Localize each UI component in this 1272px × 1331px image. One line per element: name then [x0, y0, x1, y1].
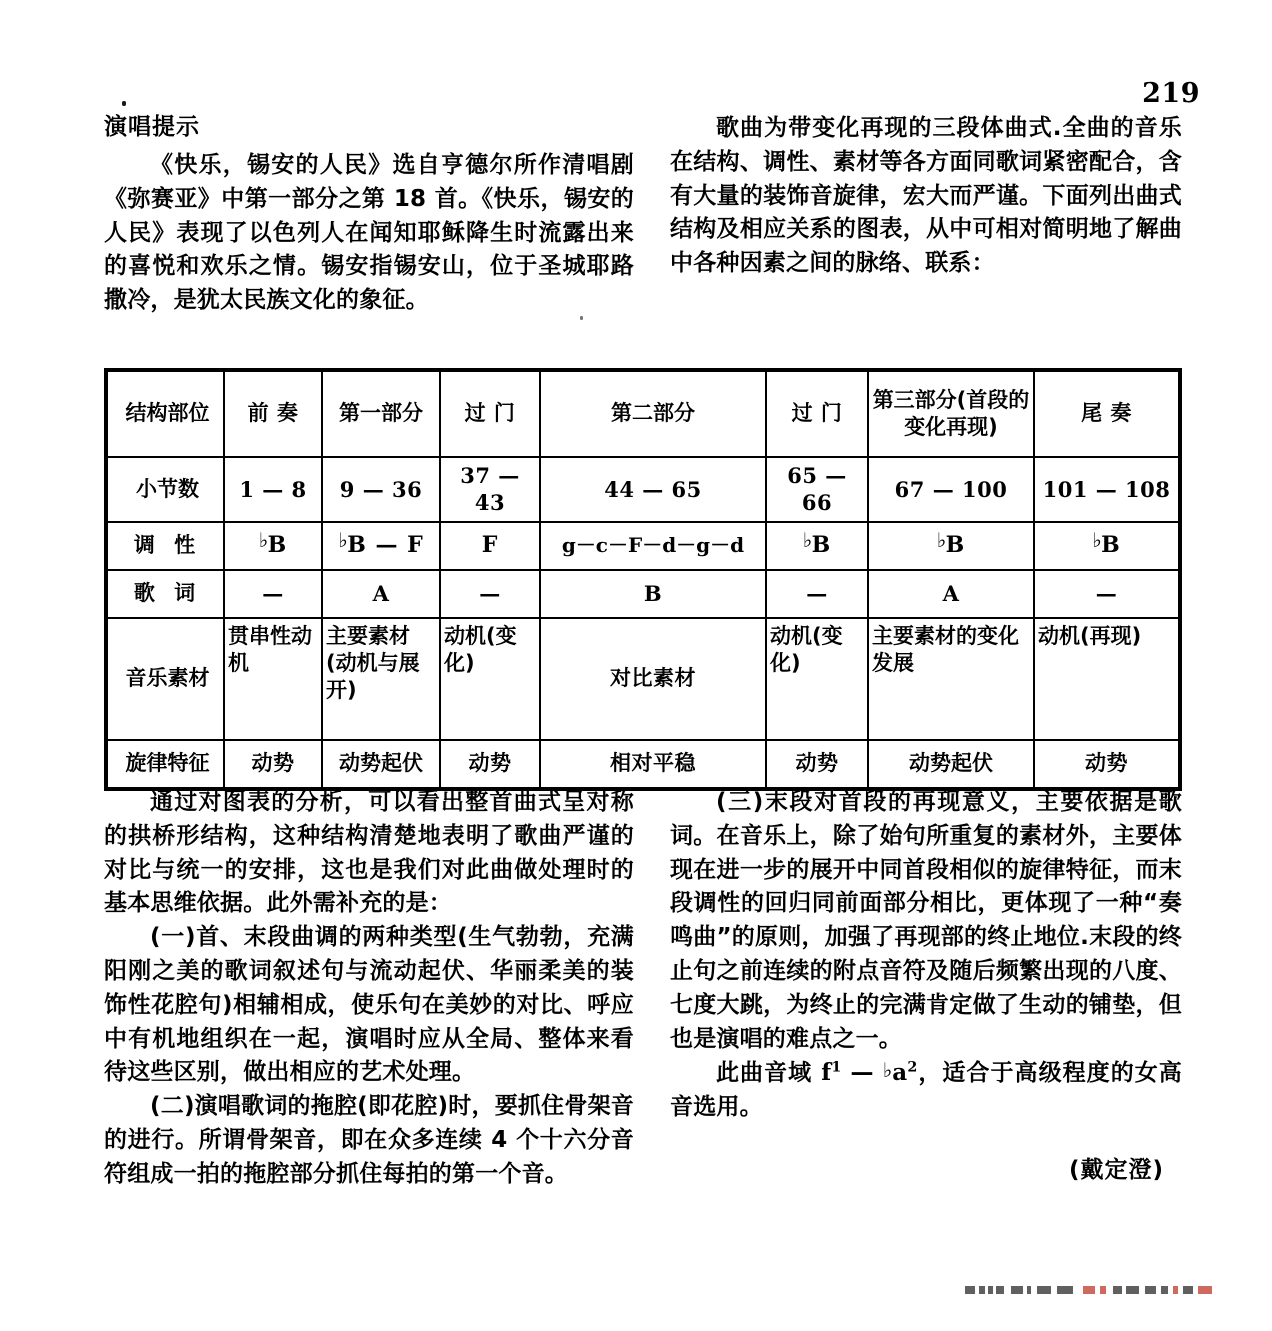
cell-lyrics-4: — [766, 570, 868, 618]
cell-lyrics-2: — [440, 570, 540, 618]
scan-speckle [122, 101, 126, 106]
cell-lyrics-0: — [224, 570, 322, 618]
flat-symbol-icon: ♭ [802, 528, 813, 553]
right-column-top [670, 112, 1182, 281]
cell-lyrics-3: B [540, 570, 766, 618]
row-label-lyrics: 歌 词 [106, 570, 224, 618]
structure-table [104, 368, 1182, 791]
cell-key-0: ♭B [224, 522, 322, 570]
flat-symbol-icon: ♭ [936, 528, 947, 553]
point-two-paragraph: (二)演唱歌词的拖腔(即花腔)时，要抓住骨架音的进行。所谓骨架音，即在众多连续 4 个十六分音符组成一拍的拖腔部分抓住每拍的第一个音。 [104, 1093, 634, 1187]
range-lead: 此曲音域 [716, 1060, 822, 1087]
cell-material-0: 贯串性动机 [224, 618, 322, 740]
cell-bars-5: 67 — 100 [868, 457, 1034, 522]
flat-symbol-icon: ♭ [338, 528, 349, 553]
range-high-octave: 2 [907, 1059, 918, 1076]
cell-melody-5: 动势起伏 [868, 740, 1034, 789]
cell-lyrics-1: A [322, 570, 440, 618]
table-row-lyrics [106, 570, 1180, 618]
cell-material-1: 主要素材(动机与展开) [322, 618, 440, 740]
flat-symbol-icon: ♭ [882, 1058, 894, 1083]
table-row-bars [106, 457, 1180, 522]
cell-key-5: ♭B [868, 522, 1034, 570]
cell-melody-2: 动势 [440, 740, 540, 789]
table-row-melody [106, 740, 1180, 789]
flat-symbol-icon: ♭ [1092, 528, 1103, 553]
table-row-material [106, 618, 1180, 740]
cell-melody-3: 相对平稳 [540, 740, 766, 789]
structure-table-container [104, 368, 1182, 791]
cell-key-4: ♭B [766, 522, 868, 570]
range-dash: — [841, 1060, 883, 1087]
cell-key-6: ♭B [1034, 522, 1180, 570]
analysis-paragraph: 通过对图表的分析，可以看出整首曲式呈对称的拱桥形结构，这种结构清楚地表明了歌曲严谨的对比与统一的安排，这也是我们对此曲做处理时的基本思维依据。此外需补充的是： [104, 789, 634, 917]
right-column-bottom [670, 786, 1182, 1184]
cell-key-1: ♭B — F [322, 522, 440, 570]
section-heading: 演唱提示 [104, 114, 200, 140]
table-row-key [106, 522, 1180, 570]
cell-section-3: 第二部分 [540, 370, 766, 457]
row-label-key: 调 性 [106, 522, 224, 570]
row-label-structure: 结构部位 [106, 370, 224, 457]
page-number: 219 [1142, 78, 1200, 109]
cell-melody-4: 动势 [766, 740, 868, 789]
cell-material-6: 动机(再现) [1034, 618, 1180, 740]
range-low-note: f [821, 1059, 832, 1087]
cell-bars-6: 101 — 108 [1034, 457, 1180, 522]
cell-material-3: 对比素材 [540, 618, 766, 740]
cell-material-5: 主要素材的变化发展 [868, 618, 1034, 740]
cell-bars-3: 44 — 65 [540, 457, 766, 522]
cell-bars-1: 9 — 36 [322, 457, 440, 522]
cell-section-2: 过 门 [440, 370, 540, 457]
range-high-note: a [892, 1059, 908, 1087]
cell-bars-2: 37 — 43 [440, 457, 540, 522]
cell-melody-1: 动势起伏 [322, 740, 440, 789]
footer-scan-artifact [965, 1286, 1265, 1304]
flat-symbol-icon: ♭ [258, 528, 269, 553]
point-one-paragraph: (一)首、末段曲调的两种类型(生气勃勃，充满阳刚之美的歌词叙述句与流动起伏、华丽柔美的装饰性花腔句)相辅相成，使乐句在美妙的对比、呼应中有机地组织在一起，演唱时应从全局、整体来看待这些区别，做出相应的艺术处理。 [104, 924, 634, 1086]
cell-lyrics-6: — [1034, 570, 1180, 618]
cell-section-5: 第三部分(首段的变化再现) [868, 370, 1034, 457]
cell-material-2: 动机(变化) [440, 618, 540, 740]
point-three-paragraph: (三)末段对首段的再现意义，主要依据是歌词。在音乐上，除了始句所重复的素材外，主要体现在进一步的展开中同首段相似的旋律特征，而末段调性的回归同前面部分相比，更体现了一种“奏鸣曲”的原则，加强了再现部的终止地位.末段的终止句之前连续的附点音符及随后频繁出现的八度、七度大跳，为终止的完满肯定做了生动的铺垫，但也是演唱的难点之一。 [670, 789, 1182, 1052]
row-label-material: 音乐素材 [106, 618, 224, 740]
left-column-top [104, 112, 634, 318]
cell-key-3: g－c－F－d－g－d [540, 522, 766, 570]
row-label-bars: 小节数 [106, 457, 224, 522]
row-label-melody: 旋律特征 [106, 740, 224, 789]
range-tail: ，适合于高级程度的女高音选用。 [670, 1060, 1182, 1121]
intro-paragraph: 《快乐，锡安的人民》选自亨德尔所作清唱剧《弥赛亚》中第一部分之第 18 首。《快乐，锡安的人民》表现了以色列人在闻知耶稣降生时流露出来的喜悦和欢乐之情。锡安指锡安山，位于圣城耶路撒冷，是犹太民族文化的象征。 [104, 152, 634, 314]
cell-melody-0: 动势 [224, 740, 322, 789]
cell-section-6: 尾 奏 [1034, 370, 1180, 457]
vocal-range-paragraph [670, 1056, 1182, 1125]
cell-key-2: F [440, 522, 540, 570]
form-overview-paragraph: 歌曲为带变化再现的三段体曲式.全曲的音乐在结构、调性、素材等各方面同歌词紧密配合，含有大量的装饰音旋律，宏大而严谨。下面列出曲式结构及相应关系的图表，从中可相对简明地了解曲中各种因素之间的脉络、联系： [670, 115, 1182, 277]
cell-bars-4: 65 — 66 [766, 457, 868, 522]
table-row-section [106, 370, 1180, 457]
cell-section-4: 过 门 [766, 370, 868, 457]
cell-lyrics-5: A [868, 570, 1034, 618]
cell-bars-0: 1 — 8 [224, 457, 322, 522]
cell-section-0: 前 奏 [224, 370, 322, 457]
range-low-octave: 1 [831, 1059, 842, 1076]
author-signature: (戴定澄) [1068, 1156, 1164, 1183]
left-column-bottom [104, 786, 634, 1192]
cell-melody-6: 动势 [1034, 740, 1180, 789]
cell-material-4: 动机(变化) [766, 618, 868, 740]
cell-section-1: 第一部分 [322, 370, 440, 457]
